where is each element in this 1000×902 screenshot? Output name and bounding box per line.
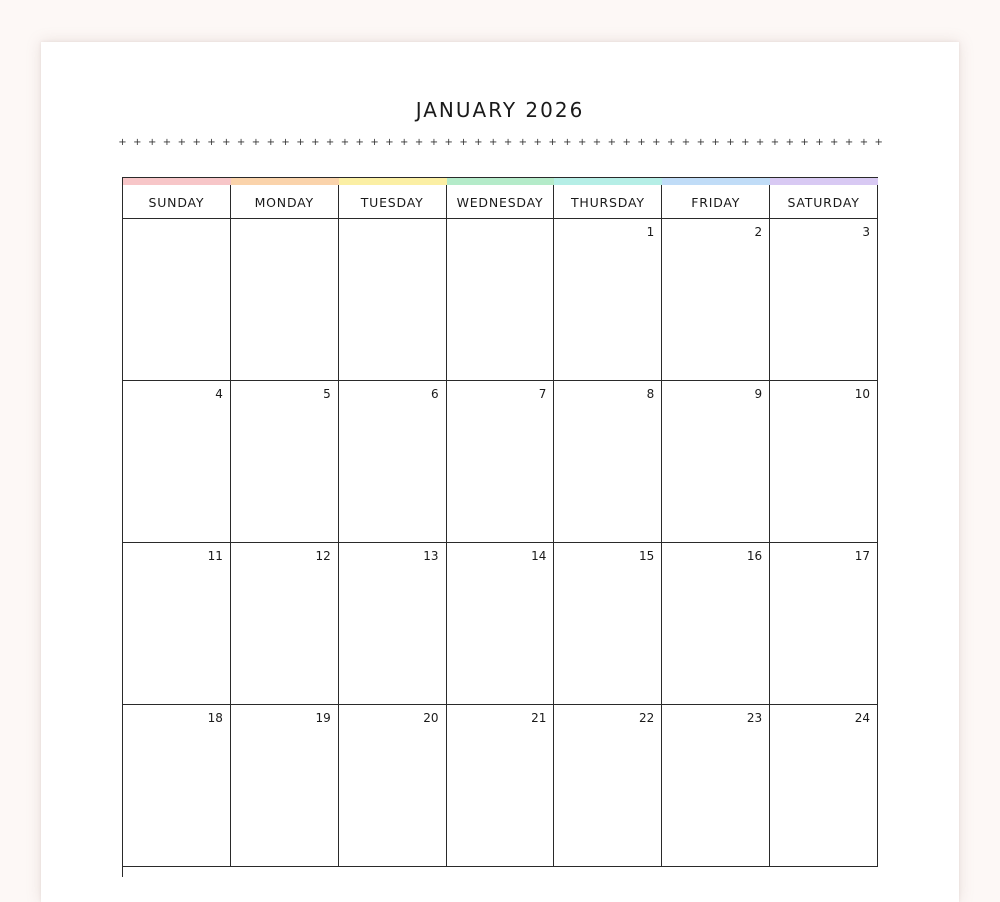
plus-mark: +: [459, 137, 468, 148]
day-number: 6: [430, 387, 439, 401]
week-row: [123, 705, 878, 867]
plus-mark: +: [741, 137, 750, 148]
day-cell: [231, 381, 339, 543]
day-number: 2: [754, 225, 763, 239]
day-cell: [339, 705, 447, 867]
plus-mark: +: [251, 137, 261, 148]
week-row: [123, 543, 878, 705]
day-number: 5: [323, 387, 331, 401]
day-number: 3: [862, 225, 871, 239]
plus-mark: +: [711, 137, 720, 148]
weekday-header-sunday: SUNDAY: [123, 185, 231, 218]
plus-mark: +: [859, 137, 869, 148]
plus-mark: +: [666, 137, 676, 148]
day-number: 13: [423, 549, 439, 563]
plus-mark: +: [770, 137, 780, 148]
day-number: 9: [754, 387, 763, 401]
day-number: 19: [315, 711, 331, 725]
day-cell: [662, 543, 770, 705]
decorative-plus-divider: [118, 136, 884, 150]
plus-mark: +: [800, 137, 809, 148]
plus-mark: +: [830, 137, 839, 148]
day-cell: [231, 219, 339, 381]
plus-mark: +: [400, 137, 409, 148]
day-number: 12: [315, 549, 331, 563]
day-cell: [554, 219, 662, 381]
day-cell: [554, 543, 662, 705]
weekday-header-thursday: THURSDAY: [554, 185, 662, 218]
day-number: 24: [854, 711, 871, 725]
day-cell: [231, 543, 339, 705]
plus-mark: +: [325, 137, 335, 148]
color-stripe-segment: [554, 178, 662, 185]
color-stripe-segment: [339, 178, 447, 185]
color-stripe-segment: [123, 178, 231, 185]
plus-mark: +: [355, 137, 364, 148]
plus-mark: +: [622, 137, 631, 148]
plus-mark: +: [192, 137, 201, 148]
weekday-header-saturday: SATURDAY: [770, 185, 878, 218]
plus-mark: +: [785, 137, 794, 148]
calendar-title: JANUARY 2026: [415, 98, 585, 122]
plus-mark: +: [177, 137, 186, 148]
plus-mark: +: [489, 137, 498, 148]
plus-mark: +: [340, 137, 350, 148]
day-cell: [447, 219, 555, 381]
weekday-header-tuesday: TUESDAY: [339, 185, 447, 218]
plus-mark: +: [414, 137, 424, 148]
week-row: [123, 219, 878, 381]
day-cell: [447, 543, 555, 705]
weekday-header-wednesday: WEDNESDAY: [447, 185, 555, 218]
weekday-header-row: [123, 185, 878, 219]
week-row: [123, 381, 878, 543]
calendar-weeks: [123, 219, 878, 867]
plus-mark: +: [652, 137, 661, 148]
day-number: 17: [854, 549, 871, 563]
plus-mark: +: [518, 137, 528, 148]
plus-mark: +: [385, 137, 394, 148]
day-cell: [447, 381, 555, 543]
day-cell: [123, 381, 231, 543]
plus-mark: +: [296, 137, 305, 148]
plus-mark: +: [726, 137, 735, 148]
plus-mark: +: [118, 137, 127, 148]
day-cell: [770, 543, 878, 705]
plus-mark: +: [637, 137, 646, 148]
day-number: 16: [746, 549, 763, 563]
weekday-header-friday: FRIDAY: [662, 185, 770, 218]
day-cell: [123, 219, 231, 381]
plus-mark: +: [207, 137, 216, 148]
day-number: 22: [639, 711, 655, 725]
weekday-header-monday: MONDAY: [231, 185, 339, 218]
day-number: 11: [207, 549, 223, 563]
color-stripe-bar: [123, 178, 878, 185]
plus-mark: +: [681, 137, 691, 148]
plus-mark: +: [429, 137, 439, 148]
day-number: 23: [746, 711, 763, 725]
day-cell: [770, 705, 878, 867]
day-cell: [123, 705, 231, 867]
day-cell: [662, 705, 770, 867]
day-cell: [339, 543, 447, 705]
plus-mark: +: [503, 137, 513, 148]
calendar-grid: [122, 177, 878, 877]
day-number: 20: [423, 711, 439, 725]
plus-mark: +: [266, 137, 275, 148]
day-number: 8: [646, 387, 655, 401]
plus-mark: +: [577, 137, 587, 148]
day-number: 1: [646, 225, 655, 239]
day-cell: [554, 705, 662, 867]
day-number: 10: [854, 387, 871, 401]
day-cell: [339, 219, 447, 381]
plus-mark: +: [755, 137, 765, 148]
day-cell: [662, 219, 770, 381]
day-number: 4: [215, 387, 223, 401]
plus-mark: +: [696, 137, 705, 148]
plus-mark: +: [311, 137, 320, 148]
color-stripe-segment: [662, 178, 770, 185]
plus-mark: +: [533, 137, 542, 148]
plus-mark: +: [222, 137, 231, 148]
plus-mark: +: [607, 137, 617, 148]
day-number: 15: [639, 549, 655, 563]
day-cell: [447, 705, 555, 867]
plus-mark: +: [548, 137, 557, 148]
plus-mark: +: [147, 137, 157, 148]
plus-mark: +: [133, 137, 142, 148]
day-cell: [123, 543, 231, 705]
day-number: 14: [531, 549, 547, 563]
day-cell: [662, 381, 770, 543]
plus-mark: +: [162, 137, 172, 148]
plus-mark: +: [874, 137, 883, 148]
plus-mark: +: [236, 137, 246, 148]
plus-mark: +: [815, 137, 824, 148]
day-cell: [770, 381, 878, 543]
day-cell: [339, 381, 447, 543]
plus-mark: +: [474, 137, 483, 148]
color-stripe-segment: [447, 178, 555, 185]
day-number: 18: [207, 711, 223, 725]
plus-mark: +: [563, 137, 572, 148]
day-cell: [554, 381, 662, 543]
color-stripe-segment: [770, 178, 878, 185]
day-number: 7: [538, 387, 547, 401]
plus-mark: +: [444, 137, 453, 148]
color-stripe-segment: [231, 178, 339, 185]
day-cell: [770, 219, 878, 381]
plus-mark: +: [370, 137, 379, 148]
plus-mark: +: [592, 137, 602, 148]
plus-mark: +: [281, 137, 290, 148]
day-number: 21: [531, 711, 547, 725]
plus-mark: +: [844, 137, 854, 148]
day-cell: [231, 705, 339, 867]
